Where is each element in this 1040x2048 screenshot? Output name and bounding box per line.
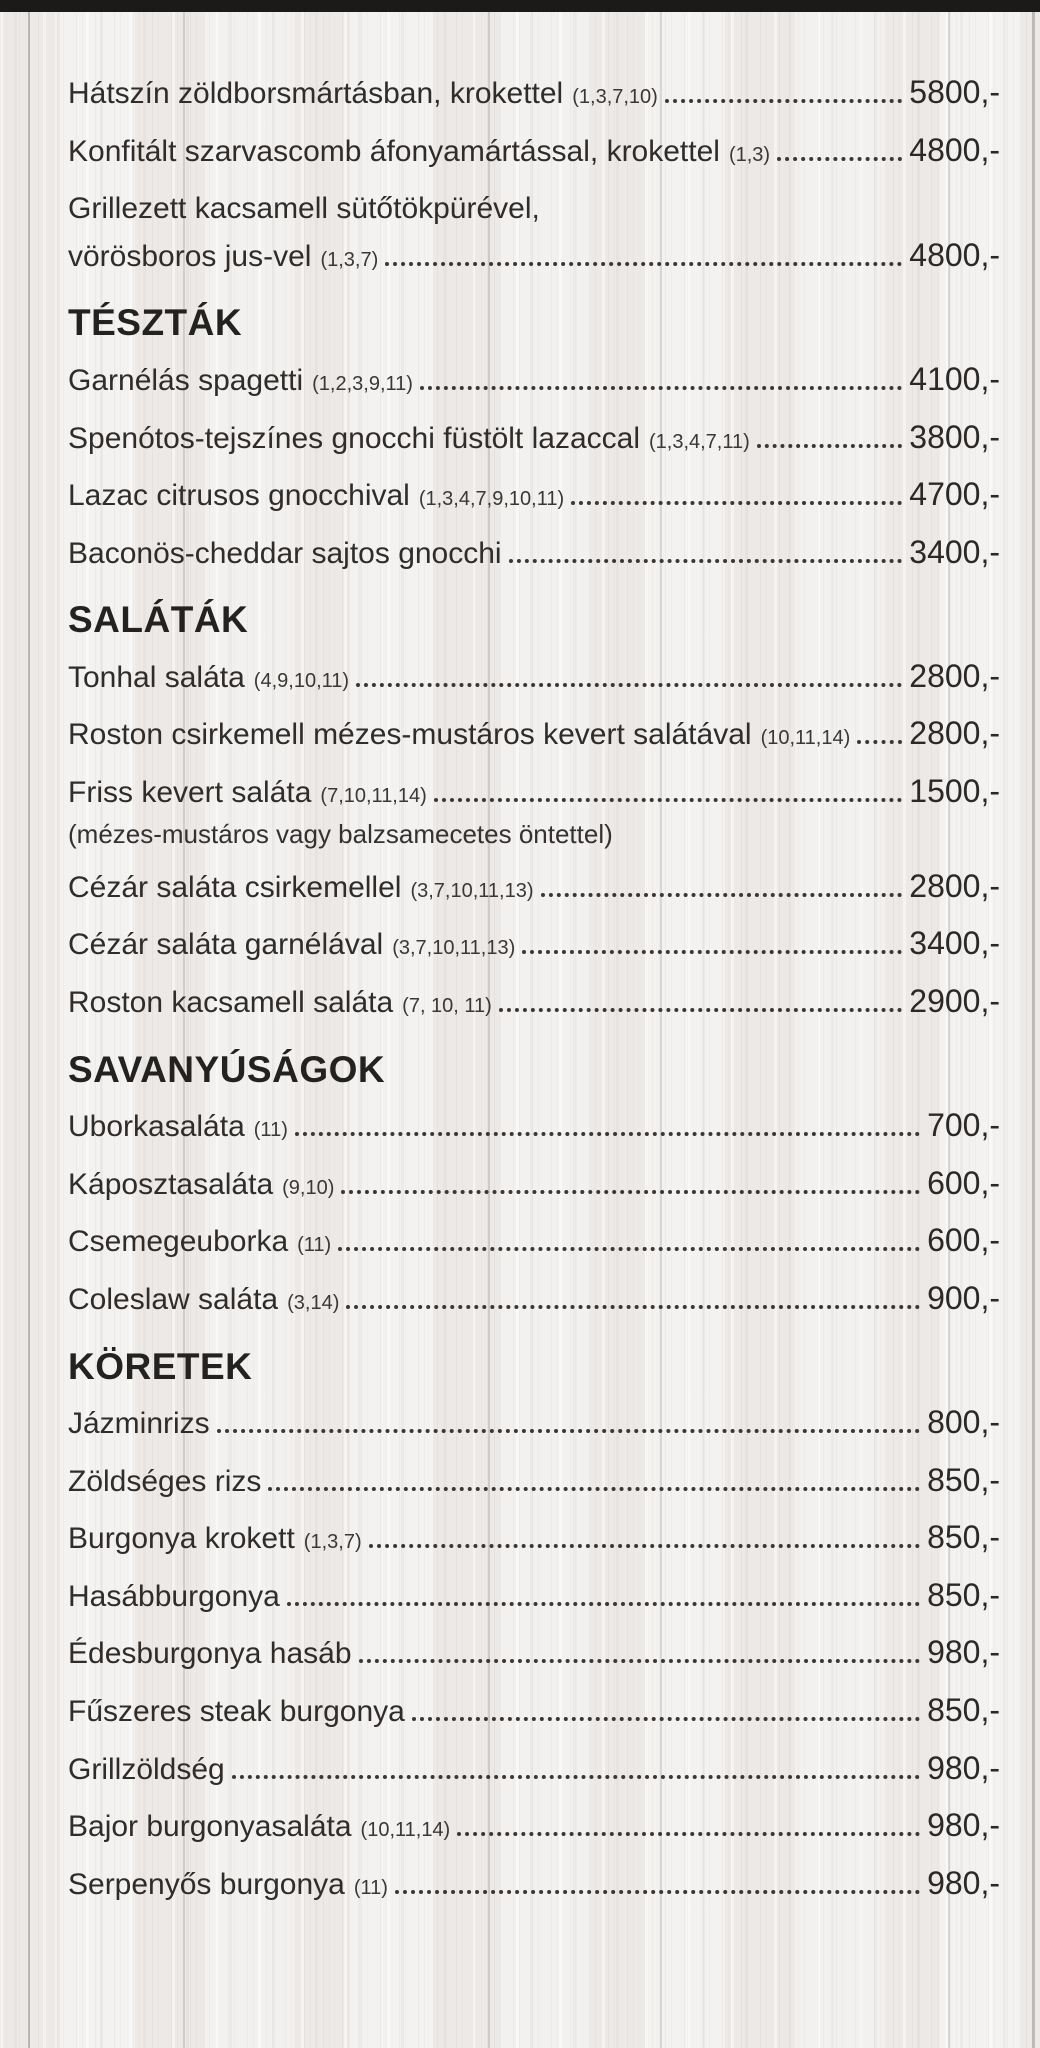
menu-item xyxy=(68,1865,1000,1905)
dotted-leader xyxy=(287,1602,920,1606)
menu-item-row xyxy=(68,132,1000,172)
menu-item-row xyxy=(68,1107,1000,1147)
menu-item xyxy=(68,868,1000,908)
dotted-leader xyxy=(541,893,903,897)
menu-item-price: 2800,- xyxy=(909,657,1000,694)
menu-item-price: 2800,- xyxy=(909,867,1000,904)
menu-item-price: 700,- xyxy=(927,1107,1000,1144)
menu-item-name: Coleslaw saláta xyxy=(68,1282,279,1316)
menu-item-row xyxy=(68,1222,1000,1262)
menu-item-name: Konfitált szarvascomb áfonyamártással, krokettel xyxy=(68,134,720,168)
menu-item-name: Cézár saláta csirkemellel xyxy=(68,870,402,904)
dotted-leader xyxy=(385,262,902,266)
menu-item-name: Fűszeres steak burgonya xyxy=(68,1695,405,1729)
menu-item-name: Roston csirkemell mézes-mustáros kevert salátával xyxy=(68,718,752,752)
menu-item-allergens: (1,3,7,10) xyxy=(572,86,658,108)
menu-item-price: 5800,- xyxy=(909,74,1000,110)
menu-item-row xyxy=(68,361,1000,401)
menu-item-row xyxy=(68,715,1000,755)
menu-item-name: Jázminrizs xyxy=(68,1407,210,1441)
menu-item-price: 2900,- xyxy=(909,983,1000,1019)
menu-item xyxy=(68,132,1000,172)
menu-item-row xyxy=(68,658,1000,698)
menu-item-allergens: (3,14) xyxy=(287,1291,340,1314)
menu-item-price: 3400,- xyxy=(909,533,1000,570)
menu-item-price: 4800,- xyxy=(909,131,1000,168)
menu-item-row xyxy=(68,1280,1000,1320)
menu-item-price: 850,- xyxy=(927,1692,1000,1729)
menu-section xyxy=(68,1049,1000,1320)
dotted-leader xyxy=(346,1305,920,1309)
menu-item-allergens: (1,3,7) xyxy=(303,1531,362,1554)
menu-item-price: 4100,- xyxy=(909,360,1000,397)
menu-item-row xyxy=(68,773,1000,813)
dotted-leader xyxy=(338,1247,920,1251)
menu-item-name: Édesburgonya hasáb xyxy=(68,1637,352,1671)
menu-item xyxy=(68,1692,1000,1732)
menu-item-allergens: (3,7,10,11,13) xyxy=(410,879,534,902)
menu-item-row xyxy=(68,868,1000,908)
menu-item-allergens: (11) xyxy=(297,1234,332,1257)
dotted-leader xyxy=(857,740,902,744)
menu-item-row xyxy=(68,419,1000,459)
section-title: SAVANYÚSÁGOK xyxy=(68,1048,386,1090)
menu-item-name: Serpenyős burgonya xyxy=(68,1867,345,1901)
menu-item xyxy=(68,715,1000,755)
dotted-leader xyxy=(457,1832,920,1836)
menu-item-row xyxy=(68,74,1000,114)
menu-item-name: vörösboros jus-vel xyxy=(68,239,312,273)
menu-item-price: 980,- xyxy=(927,1807,1000,1844)
menu-item-row xyxy=(68,1462,1000,1502)
menu-item-price: 980,- xyxy=(927,1634,1000,1671)
menu-item xyxy=(68,1222,1000,1262)
dotted-leader xyxy=(434,798,902,802)
dotted-leader xyxy=(369,1544,920,1548)
dotted-leader xyxy=(341,1190,920,1194)
menu-item-allergens: (11) xyxy=(253,1119,288,1142)
menu-item-name: Baconös-cheddar sajtos gnocchi xyxy=(68,536,502,570)
menu-item-name: Grillzöldség xyxy=(68,1752,225,1786)
menu-item-allergens: (1,3,7) xyxy=(320,248,379,271)
menu-item-allergens: (3,7,10,11,13) xyxy=(392,937,516,960)
dotted-leader xyxy=(571,501,902,505)
menu-item-row xyxy=(68,1807,1000,1847)
menu-item xyxy=(68,983,1000,1023)
dotted-leader xyxy=(412,1717,920,1721)
dotted-leader xyxy=(499,1008,902,1012)
menu-item-price: 900,- xyxy=(927,1279,1000,1316)
menu-item-name: Friss kevert saláta xyxy=(68,776,312,810)
menu-item-row xyxy=(68,925,1000,965)
section-title: KÖRETEK xyxy=(68,1345,253,1387)
dotted-leader xyxy=(509,559,903,563)
menu-list xyxy=(0,12,1040,1922)
menu-item-name: Hasábburgonya xyxy=(68,1579,280,1613)
menu-section xyxy=(68,1346,1000,1905)
menu-item-name: Tonhal saláta xyxy=(68,660,245,694)
menu-item-row xyxy=(68,1165,1000,1205)
dotted-leader xyxy=(356,683,902,687)
menu-item-row xyxy=(68,1692,1000,1732)
menu-item-price: 3400,- xyxy=(909,925,1000,962)
menu-item-name: Bajor burgonyasaláta xyxy=(68,1810,352,1844)
menu-item-allergens: (4,9,10,11) xyxy=(253,669,350,692)
menu-item-allergens: (10,11,14) xyxy=(760,727,851,750)
dotted-leader xyxy=(295,1132,920,1136)
menu-item-allergens: (7,10,11,14) xyxy=(320,785,427,808)
section-title: SALÁTÁK xyxy=(68,599,249,641)
menu-item-name: Roston kacsamell saláta xyxy=(68,986,394,1019)
menu-item-name: Uborkasaláta xyxy=(68,1110,245,1144)
menu-item xyxy=(68,1807,1000,1847)
menu-item-allergens: (7, 10, 11) xyxy=(402,995,492,1017)
menu-item xyxy=(68,1462,1000,1502)
dotted-leader xyxy=(522,950,902,954)
menu-item-price: 850,- xyxy=(927,1519,1000,1556)
menu-item xyxy=(68,1107,1000,1147)
menu-item xyxy=(68,1280,1000,1320)
menu-item-row xyxy=(68,237,1000,277)
dotted-leader xyxy=(777,157,902,161)
menu-item-name: Lazac citrusos gnocchival xyxy=(68,479,410,513)
menu-item-price: 850,- xyxy=(927,1461,1000,1498)
top-bar xyxy=(0,0,1040,12)
menu-item-name: Burgonya krokett xyxy=(68,1522,295,1556)
menu-item-name: Cézár saláta garnélával xyxy=(68,928,384,962)
menu-item xyxy=(68,1165,1000,1205)
menu-item-name: Hátszín zöldborsmártásban, krokettel xyxy=(68,77,564,110)
menu-item-price: 2800,- xyxy=(909,715,1000,752)
menu-item-allergens: (10,11,14) xyxy=(360,1819,451,1842)
menu-item-name: Spenótos-tejszínes gnocchi füstölt lazaccal xyxy=(68,421,640,455)
dotted-leader xyxy=(757,444,902,448)
menu-item xyxy=(68,1577,1000,1617)
menu-item-price: 850,- xyxy=(927,1576,1000,1613)
menu-item-price: 4700,- xyxy=(909,476,1000,513)
menu-item-row xyxy=(68,534,1000,574)
menu-item-name: Zöldséges rizs xyxy=(68,1464,262,1498)
dotted-leader xyxy=(268,1487,920,1491)
menu-item-price: 3800,- xyxy=(909,418,1000,455)
menu-item xyxy=(68,658,1000,698)
menu-section xyxy=(68,74,1000,276)
menu-item-row xyxy=(68,1519,1000,1559)
menu-item-price: 4800,- xyxy=(909,236,1000,273)
menu-item-row xyxy=(68,1865,1000,1905)
menu-item xyxy=(68,189,1000,276)
dotted-leader xyxy=(217,1429,920,1433)
menu-item-row xyxy=(68,1404,1000,1444)
menu-item-name: Garnélás spagetti xyxy=(68,363,304,397)
menu-item-allergens: (1,3) xyxy=(728,143,771,166)
dotted-leader xyxy=(232,1775,920,1779)
menu-item xyxy=(68,1404,1000,1444)
menu-item-price: 1500,- xyxy=(909,773,1000,810)
menu-item-name: Csemegeuborka xyxy=(68,1225,289,1259)
menu-item-price: 980,- xyxy=(927,1749,1000,1786)
menu-item-price: 800,- xyxy=(927,1404,1000,1441)
dotted-leader xyxy=(420,386,902,390)
menu-item-row xyxy=(68,476,1000,516)
menu-item xyxy=(68,419,1000,459)
menu-item xyxy=(68,1634,1000,1674)
menu-item-row xyxy=(68,1577,1000,1617)
menu-item-preline: Grillezett kacsamell sütőtökpürével, xyxy=(68,192,540,226)
menu-item-price: 980,- xyxy=(927,1864,1000,1901)
menu-item xyxy=(68,1519,1000,1559)
menu-item-allergens: (1,3,4,7,11) xyxy=(648,430,750,453)
menu-item-allergens: (11) xyxy=(353,1876,388,1899)
section-title: TÉSZTÁK xyxy=(68,302,243,344)
menu-item-row xyxy=(68,983,1000,1023)
menu-item-note: (mézes-mustáros vagy balzsamecetes öntettel) xyxy=(68,818,613,849)
menu-item-row xyxy=(68,1634,1000,1674)
dotted-leader xyxy=(665,99,902,103)
menu-item-allergens: (9,10) xyxy=(282,1176,335,1199)
menu-item-allergens: (1,3,4,7,9,10,11) xyxy=(418,488,565,511)
menu-item-price: 600,- xyxy=(927,1164,1000,1201)
menu-item-allergens: (1,2,3,9,11) xyxy=(312,372,413,395)
dotted-leader xyxy=(395,1890,920,1894)
menu-section xyxy=(68,599,1000,1022)
menu-item xyxy=(68,361,1000,401)
menu-item-price: 600,- xyxy=(927,1222,1000,1259)
menu-item xyxy=(68,773,1000,850)
menu-item xyxy=(68,74,1000,114)
menu-item xyxy=(68,1750,1000,1790)
menu-item xyxy=(68,925,1000,965)
menu-item-row xyxy=(68,1750,1000,1790)
menu-item xyxy=(68,476,1000,516)
menu-item xyxy=(68,534,1000,574)
dotted-leader xyxy=(359,1659,921,1663)
menu-section xyxy=(68,302,1000,573)
menu-item-name: Káposztasaláta xyxy=(68,1167,274,1201)
